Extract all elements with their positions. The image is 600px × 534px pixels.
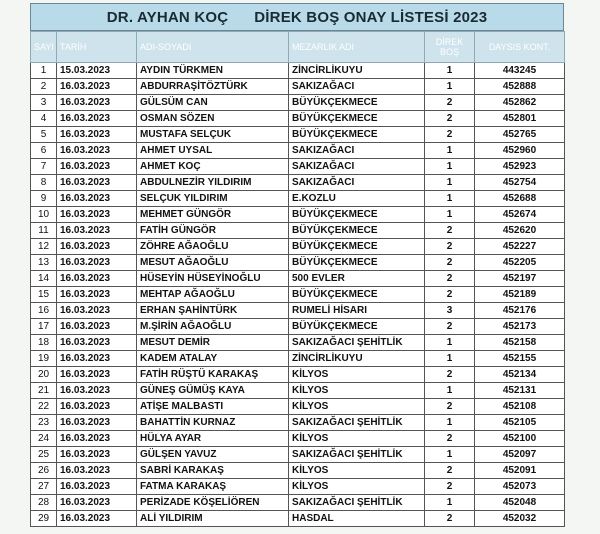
cell-ref: 452105 [475, 415, 565, 431]
cell-cemetery: 500 EVLER [289, 271, 425, 287]
header-name: ADI-SOYADI [137, 32, 289, 63]
cell-count: 1 [425, 415, 475, 431]
cell-no: 7 [31, 159, 57, 175]
cell-date: 16.03.2023 [57, 207, 137, 223]
cell-count: 1 [425, 63, 475, 79]
cell-no: 9 [31, 191, 57, 207]
cell-date: 16.03.2023 [57, 303, 137, 319]
cell-count: 1 [425, 159, 475, 175]
cell-date: 16.03.2023 [57, 495, 137, 511]
cell-ref: 452189 [475, 287, 565, 303]
cell-date: 16.03.2023 [57, 271, 137, 287]
cell-count: 1 [425, 143, 475, 159]
cell-date: 16.03.2023 [57, 95, 137, 111]
cell-name: SABRİ KARAKAŞ [137, 463, 289, 479]
cell-ref: 452801 [475, 111, 565, 127]
cell-date: 16.03.2023 [57, 111, 137, 127]
cell-count: 1 [425, 175, 475, 191]
cell-ref: 452048 [475, 495, 565, 511]
cell-cemetery: ZİNCİRLİKUYU [289, 63, 425, 79]
cell-count: 2 [425, 239, 475, 255]
cell-date: 16.03.2023 [57, 319, 137, 335]
cell-name: GÜLŞEN YAVUZ [137, 447, 289, 463]
header-no: SAYI [31, 32, 57, 63]
cell-ref: 452134 [475, 367, 565, 383]
cell-cemetery: BÜYÜKÇEKMECE [289, 223, 425, 239]
cell-no: 19 [31, 351, 57, 367]
header-cemetery: MEZARLIK ADI [289, 32, 425, 63]
cell-cemetery: BÜYÜKÇEKMECE [289, 287, 425, 303]
header-ref: DAYSIS KONT. [475, 32, 565, 63]
approval-list-sheet [30, 3, 564, 527]
header-count: DİREK BOŞ [425, 32, 475, 63]
cell-no: 26 [31, 463, 57, 479]
cell-count: 2 [425, 479, 475, 495]
cell-date: 16.03.2023 [57, 127, 137, 143]
table-row [31, 367, 565, 383]
cell-cemetery: ZİNCİRLİKUYU [289, 351, 425, 367]
table-row [31, 111, 565, 127]
table-row [31, 399, 565, 415]
cell-ref: 452197 [475, 271, 565, 287]
cell-date: 16.03.2023 [57, 431, 137, 447]
cell-ref: 452100 [475, 431, 565, 447]
cell-count: 2 [425, 271, 475, 287]
cell-no: 29 [31, 511, 57, 527]
cell-name: MESUT DEMİR [137, 335, 289, 351]
cell-no: 12 [31, 239, 57, 255]
cell-count: 2 [425, 287, 475, 303]
cell-name: FATMA KARAKAŞ [137, 479, 289, 495]
cell-name: SELÇUK YILDIRIM [137, 191, 289, 207]
cell-cemetery: E.KOZLU [289, 191, 425, 207]
cell-cemetery: SAKIZAĞACI [289, 143, 425, 159]
cell-date: 16.03.2023 [57, 383, 137, 399]
cell-name: GÜNEŞ GÜMÜŞ KAYA [137, 383, 289, 399]
cell-no: 14 [31, 271, 57, 287]
cell-count: 1 [425, 191, 475, 207]
cell-name: M.ŞİRİN AĞAOĞLU [137, 319, 289, 335]
table-row [31, 495, 565, 511]
cell-ref: 452754 [475, 175, 565, 191]
cell-date: 16.03.2023 [57, 511, 137, 527]
table-row [31, 127, 565, 143]
cell-cemetery: KİLYOS [289, 431, 425, 447]
table-row [31, 79, 565, 95]
cell-no: 22 [31, 399, 57, 415]
table-row [31, 239, 565, 255]
cell-cemetery: KİLYOS [289, 399, 425, 415]
cell-cemetery: SAKIZAĞACI ŞEHİTLİK [289, 495, 425, 511]
cell-no: 23 [31, 415, 57, 431]
cell-cemetery: BÜYÜKÇEKMECE [289, 239, 425, 255]
cell-name: PERİZADE KÖŞELİÖREN [137, 495, 289, 511]
cell-name: HÜLYA AYAR [137, 431, 289, 447]
cell-name: KADEM ATALAY [137, 351, 289, 367]
cell-count: 2 [425, 255, 475, 271]
cell-date: 16.03.2023 [57, 335, 137, 351]
table-row [31, 271, 565, 287]
table-row [31, 159, 565, 175]
cell-ref: 452227 [475, 239, 565, 255]
table-row [31, 143, 565, 159]
table-row [31, 383, 565, 399]
cell-name: BAHATTİN KURNAZ [137, 415, 289, 431]
cell-date: 16.03.2023 [57, 287, 137, 303]
cell-ref: 452073 [475, 479, 565, 495]
cell-cemetery: HASDAL [289, 511, 425, 527]
cell-name: ABDULNEZİR YILDIRIM [137, 175, 289, 191]
cell-name: MESUT AĞAOĞLU [137, 255, 289, 271]
cell-ref: 452620 [475, 223, 565, 239]
cell-date: 16.03.2023 [57, 159, 137, 175]
cell-count: 1 [425, 79, 475, 95]
table-row [31, 415, 565, 431]
cell-date: 16.03.2023 [57, 175, 137, 191]
cell-cemetery: SAKIZAĞACI ŞEHİTLİK [289, 415, 425, 431]
cell-ref: 452674 [475, 207, 565, 223]
cell-ref: 452205 [475, 255, 565, 271]
cell-no: 13 [31, 255, 57, 271]
table-row [31, 463, 565, 479]
cell-name: FATİH GÜNGÖR [137, 223, 289, 239]
cell-count: 1 [425, 207, 475, 223]
cell-ref: 452862 [475, 95, 565, 111]
cell-date: 16.03.2023 [57, 79, 137, 95]
cell-cemetery: SAKIZAĞACI [289, 79, 425, 95]
table-header-row [31, 32, 565, 63]
cell-no: 18 [31, 335, 57, 351]
cell-name: ALİ YILDIRIM [137, 511, 289, 527]
cell-ref: 452131 [475, 383, 565, 399]
cell-date: 16.03.2023 [57, 239, 137, 255]
cell-name: ATİŞE MALBASTI [137, 399, 289, 415]
cell-no: 8 [31, 175, 57, 191]
cell-no: 15 [31, 287, 57, 303]
table-row [31, 479, 565, 495]
approval-table [30, 31, 565, 527]
cell-name: AYDIN TÜRKMEN [137, 63, 289, 79]
cell-cemetery: BÜYÜKÇEKMECE [289, 111, 425, 127]
cell-name: FATİH RÜŞTÜ KARAKAŞ [137, 367, 289, 383]
cell-count: 2 [425, 127, 475, 143]
cell-ref: 452032 [475, 511, 565, 527]
cell-ref: 443245 [475, 63, 565, 79]
cell-date: 16.03.2023 [57, 399, 137, 415]
cell-no: 1 [31, 63, 57, 79]
cell-cemetery: KİLYOS [289, 463, 425, 479]
table-row [31, 303, 565, 319]
cell-no: 3 [31, 95, 57, 111]
cell-ref: 452923 [475, 159, 565, 175]
cell-no: 5 [31, 127, 57, 143]
cell-count: 3 [425, 303, 475, 319]
cell-date: 16.03.2023 [57, 447, 137, 463]
cell-count: 2 [425, 431, 475, 447]
table-row [31, 223, 565, 239]
cell-ref: 452158 [475, 335, 565, 351]
cell-name: ZÖHRE AĞAOĞLU [137, 239, 289, 255]
table-row [31, 207, 565, 223]
cell-ref: 452765 [475, 127, 565, 143]
cell-date: 16.03.2023 [57, 415, 137, 431]
cell-name: MEHMET GÜNGÖR [137, 207, 289, 223]
cell-ref: 452173 [475, 319, 565, 335]
cell-date: 16.03.2023 [57, 223, 137, 239]
doctor-name: DR. AYHAN KOÇ [106, 8, 229, 26]
table-row [31, 431, 565, 447]
cell-date: 16.03.2023 [57, 191, 137, 207]
cell-date: 16.03.2023 [57, 479, 137, 495]
cell-no: 17 [31, 319, 57, 335]
cell-count: 1 [425, 335, 475, 351]
cell-date: 15.03.2023 [57, 63, 137, 79]
cell-cemetery: SAKIZAĞACI [289, 159, 425, 175]
cell-no: 20 [31, 367, 57, 383]
table-row [31, 95, 565, 111]
table-row [31, 335, 565, 351]
cell-date: 16.03.2023 [57, 255, 137, 271]
cell-no: 25 [31, 447, 57, 463]
cell-count: 2 [425, 223, 475, 239]
cell-ref: 452888 [475, 79, 565, 95]
table-row [31, 287, 565, 303]
cell-name: ERHAN ŞAHİNTÜRK [137, 303, 289, 319]
cell-ref: 452091 [475, 463, 565, 479]
header-date: TARİH [57, 32, 137, 63]
cell-no: 21 [31, 383, 57, 399]
cell-count: 1 [425, 351, 475, 367]
cell-name: MEHTAP AĞAOĞLU [137, 287, 289, 303]
cell-no: 24 [31, 431, 57, 447]
table-row [31, 63, 565, 79]
cell-count: 1 [425, 447, 475, 463]
table-row [31, 511, 565, 527]
cell-ref: 452960 [475, 143, 565, 159]
cell-count: 2 [425, 95, 475, 111]
cell-cemetery: KİLYOS [289, 367, 425, 383]
cell-count: 1 [425, 383, 475, 399]
cell-count: 2 [425, 367, 475, 383]
table-row [31, 319, 565, 335]
cell-name: OSMAN SÖZEN [137, 111, 289, 127]
cell-no: 4 [31, 111, 57, 127]
cell-ref: 452688 [475, 191, 565, 207]
cell-ref: 452108 [475, 399, 565, 415]
cell-ref: 452155 [475, 351, 565, 367]
cell-no: 6 [31, 143, 57, 159]
cell-cemetery: BÜYÜKÇEKMECE [289, 207, 425, 223]
cell-count: 2 [425, 463, 475, 479]
cell-date: 16.03.2023 [57, 351, 137, 367]
cell-cemetery: SAKIZAĞACI ŞEHİTLİK [289, 447, 425, 463]
table-row [31, 255, 565, 271]
cell-ref: 452176 [475, 303, 565, 319]
cell-cemetery: BÜYÜKÇEKMECE [289, 255, 425, 271]
cell-cemetery: SAKIZAĞACI [289, 175, 425, 191]
cell-date: 16.03.2023 [57, 367, 137, 383]
cell-cemetery: KİLYOS [289, 479, 425, 495]
cell-no: 28 [31, 495, 57, 511]
cell-name: AHMET UYSAL [137, 143, 289, 159]
cell-cemetery: BÜYÜKÇEKMECE [289, 319, 425, 335]
cell-date: 16.03.2023 [57, 463, 137, 479]
list-title-bar [30, 3, 564, 31]
cell-no: 10 [31, 207, 57, 223]
cell-count: 2 [425, 399, 475, 415]
cell-count: 1 [425, 495, 475, 511]
cell-name: ABDURRAŞİTÖZTÜRK [137, 79, 289, 95]
cell-no: 11 [31, 223, 57, 239]
list-title: DİREK BOŞ ONAY LİSTESİ 2023 [254, 8, 488, 26]
cell-count: 2 [425, 319, 475, 335]
cell-no: 2 [31, 79, 57, 95]
cell-name: HÜSEYİN HÜSEYİNOĞLU [137, 271, 289, 287]
cell-name: AHMET KOÇ [137, 159, 289, 175]
table-row [31, 351, 565, 367]
table-row [31, 191, 565, 207]
cell-name: GÜLSÜM CAN [137, 95, 289, 111]
cell-count: 2 [425, 111, 475, 127]
cell-no: 27 [31, 479, 57, 495]
cell-cemetery: SAKIZAĞACI ŞEHİTLİK [289, 335, 425, 351]
table-row [31, 175, 565, 191]
cell-name: MUSTAFA SELÇUK [137, 127, 289, 143]
cell-count: 2 [425, 511, 475, 527]
cell-cemetery: RUMELİ HİSARI [289, 303, 425, 319]
cell-no: 16 [31, 303, 57, 319]
cell-cemetery: BÜYÜKÇEKMECE [289, 95, 425, 111]
cell-date: 16.03.2023 [57, 143, 137, 159]
table-row [31, 447, 565, 463]
cell-ref: 452097 [475, 447, 565, 463]
cell-cemetery: BÜYÜKÇEKMECE [289, 127, 425, 143]
cell-cemetery: KİLYOS [289, 383, 425, 399]
